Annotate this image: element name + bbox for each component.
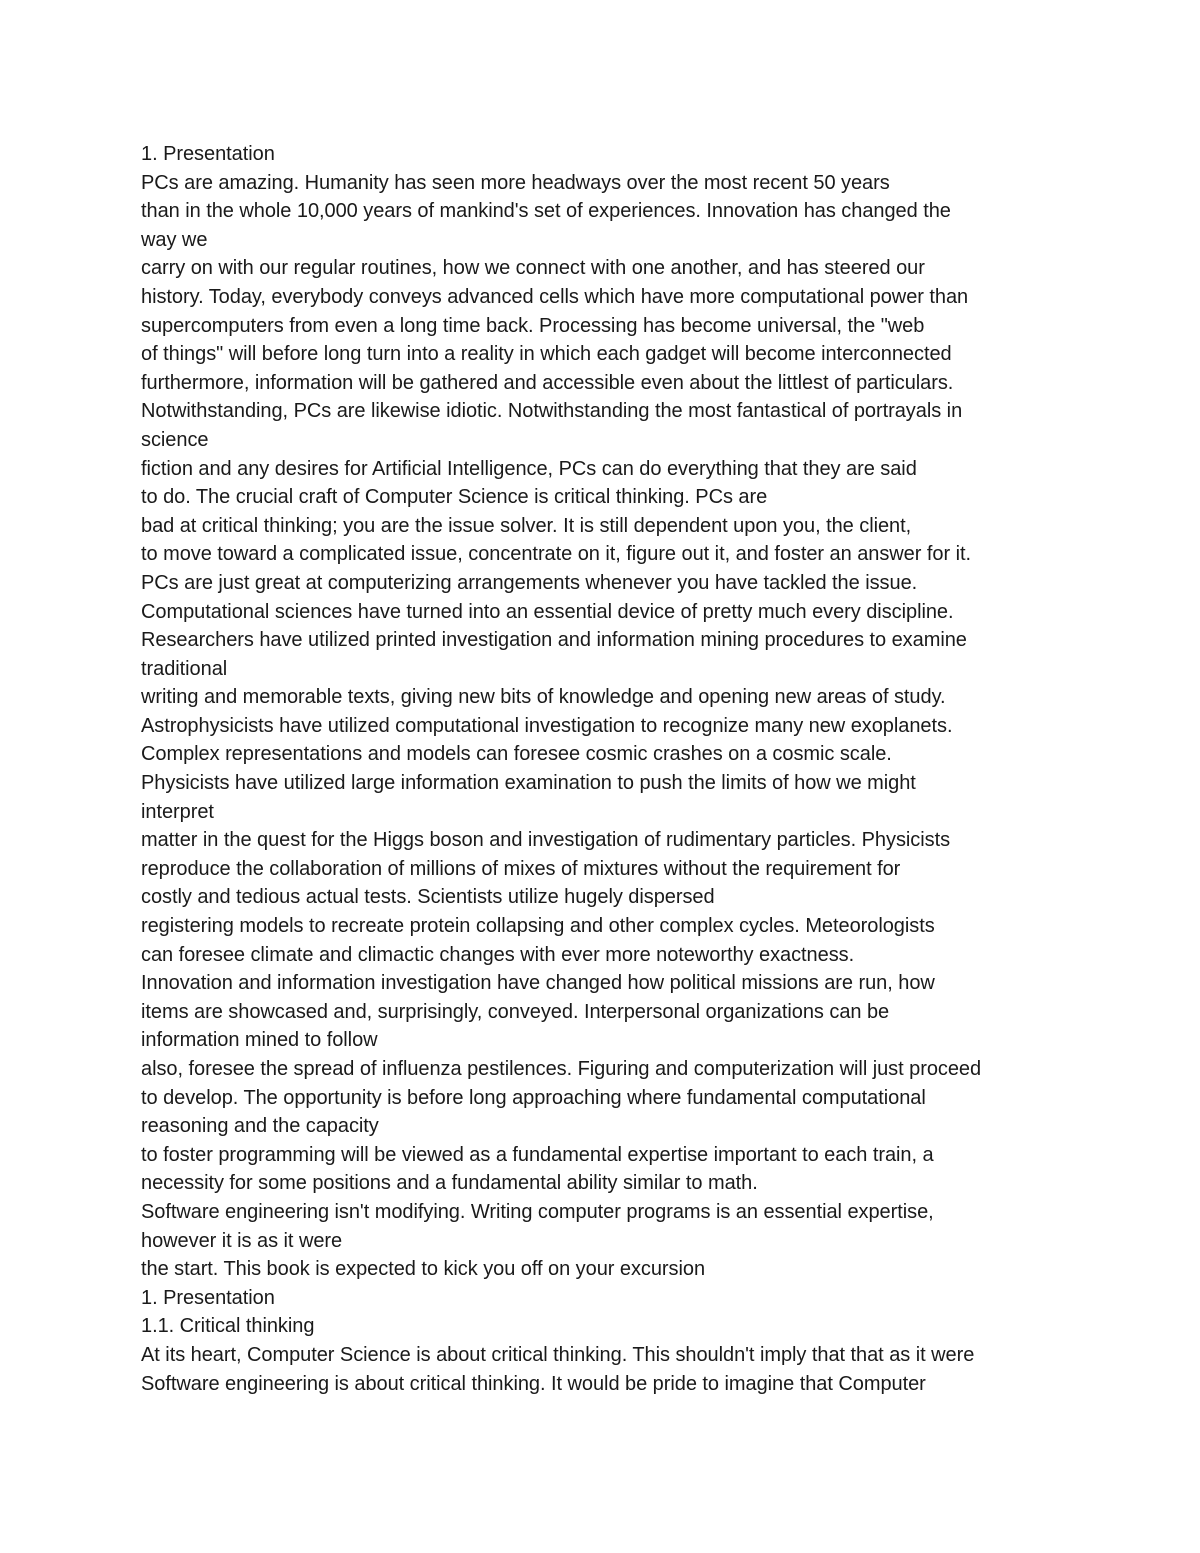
text-line: the start. This book is expected to kick you off on your excursion	[141, 1258, 706, 1281]
text-line: traditional	[141, 657, 228, 680]
text-line: costly and tedious actual tests. Scientists utilize hugely dispersed	[141, 886, 715, 909]
text-line: fiction and any desires for Artificial Intelligence, PCs can do everything that they are said	[141, 457, 917, 480]
text-line: also, foresee the spread of influenza pestilences. Figuring and computerization will just proceed	[141, 1058, 982, 1080]
text-line: Astrophysicists have utilized computational investigation to recognize many new exoplanets.	[141, 714, 953, 737]
text-line: to foster programming will be viewed as a fundamental expertise important to each train, a	[141, 1143, 934, 1166]
text-line: furthermore, information will be gathered and accessible even about the littlest of particulars.	[141, 371, 954, 394]
text-line: to do. The crucial craft of Computer Science is critical thinking. PCs are	[141, 486, 768, 509]
text-line: to move toward a complicated issue, concentrate on it, figure out it, and foster an answer for it.	[141, 543, 971, 566]
text-line: 1.1. Critical thinking	[141, 1315, 315, 1338]
text-line: Innovation and information investigation have changed how political missions are run, how	[141, 972, 935, 995]
text-line: reproduce the collaboration of millions of mixes of mixtures without the requirement for	[141, 857, 901, 880]
text-line: Computational sciences have turned into an essential device of pretty much every discipline.	[141, 600, 954, 623]
text-line: to develop. The opportunity is before long approaching where fundamental computational	[141, 1086, 926, 1109]
text-line: Notwithstanding, PCs are likewise idiotic. Notwithstanding the most fantastical of portrayals in	[141, 400, 963, 423]
text-line: matter in the quest for the Higgs boson and investigation of rudimentary particles. Physicists	[141, 829, 951, 852]
text-line: however it is as it were	[141, 1229, 343, 1252]
text-line: 1. Presentation	[141, 143, 275, 165]
text-line: items are showcased and, surprisingly, conveyed. Interpersonal organizations can be	[141, 1000, 890, 1023]
text-line: Software engineering isn't modifying. Writing computer programs is an essential expertise,	[141, 1200, 934, 1223]
text-line: Complex representations and models can foresee cosmic crashes on a cosmic scale.	[141, 743, 892, 766]
text-line: than in the whole 10,000 years of mankind's set of experiences. Innovation has changed the	[141, 200, 951, 223]
text-line: writing and memorable texts, giving new bits of knowledge and opening new areas of study.	[141, 686, 946, 709]
text-line: of things" will before long turn into a reality in which each gadget will become interconnected	[141, 343, 952, 366]
text-line: information mined to follow	[141, 1029, 378, 1052]
text-line: 1. Presentation	[141, 1286, 275, 1309]
text-line: can foresee climate and climactic changes with ever more noteworthy exactness.	[141, 943, 855, 966]
document-body-text	[141, 140, 1101, 1398]
text-line: At its heart, Computer Science is about critical thinking. This shouldn't imply that that as it were	[141, 1343, 975, 1366]
text-line: Software engineering is about critical thinking. It would be pride to imagine that Computer	[141, 1372, 926, 1395]
text-line: necessity for some positions and a fundamental ability similar to math.	[141, 1172, 758, 1195]
text-line: history. Today, everybody conveys advanced cells which have more computational power than	[141, 285, 969, 308]
text-line: PCs are amazing. Humanity has seen more headways over the most recent 50 years	[141, 171, 890, 194]
text-line: interpret	[141, 800, 214, 823]
text-line: Physicists have utilized large information examination to push the limits of how we might	[141, 772, 916, 795]
text-line: way we	[141, 228, 208, 251]
text-line: reasoning and the capacity	[141, 1115, 379, 1138]
text-line: bad at critical thinking; you are the issue solver. It is still dependent upon you, the client,	[141, 514, 912, 537]
text-line: science	[141, 428, 209, 451]
text-line: carry on with our regular routines, how we connect with one another, and has steered our	[141, 257, 925, 280]
text-line: registering models to recreate protein collapsing and other complex cycles. Meteorologists	[141, 915, 935, 938]
text-line: PCs are just great at computerizing arrangements whenever you have tackled the issue.	[141, 571, 918, 594]
text-line: supercomputers from even a long time back. Processing has become universal, the "web	[141, 314, 925, 337]
text-line: Researchers have utilized printed investigation and information mining procedures to examine	[141, 629, 967, 652]
